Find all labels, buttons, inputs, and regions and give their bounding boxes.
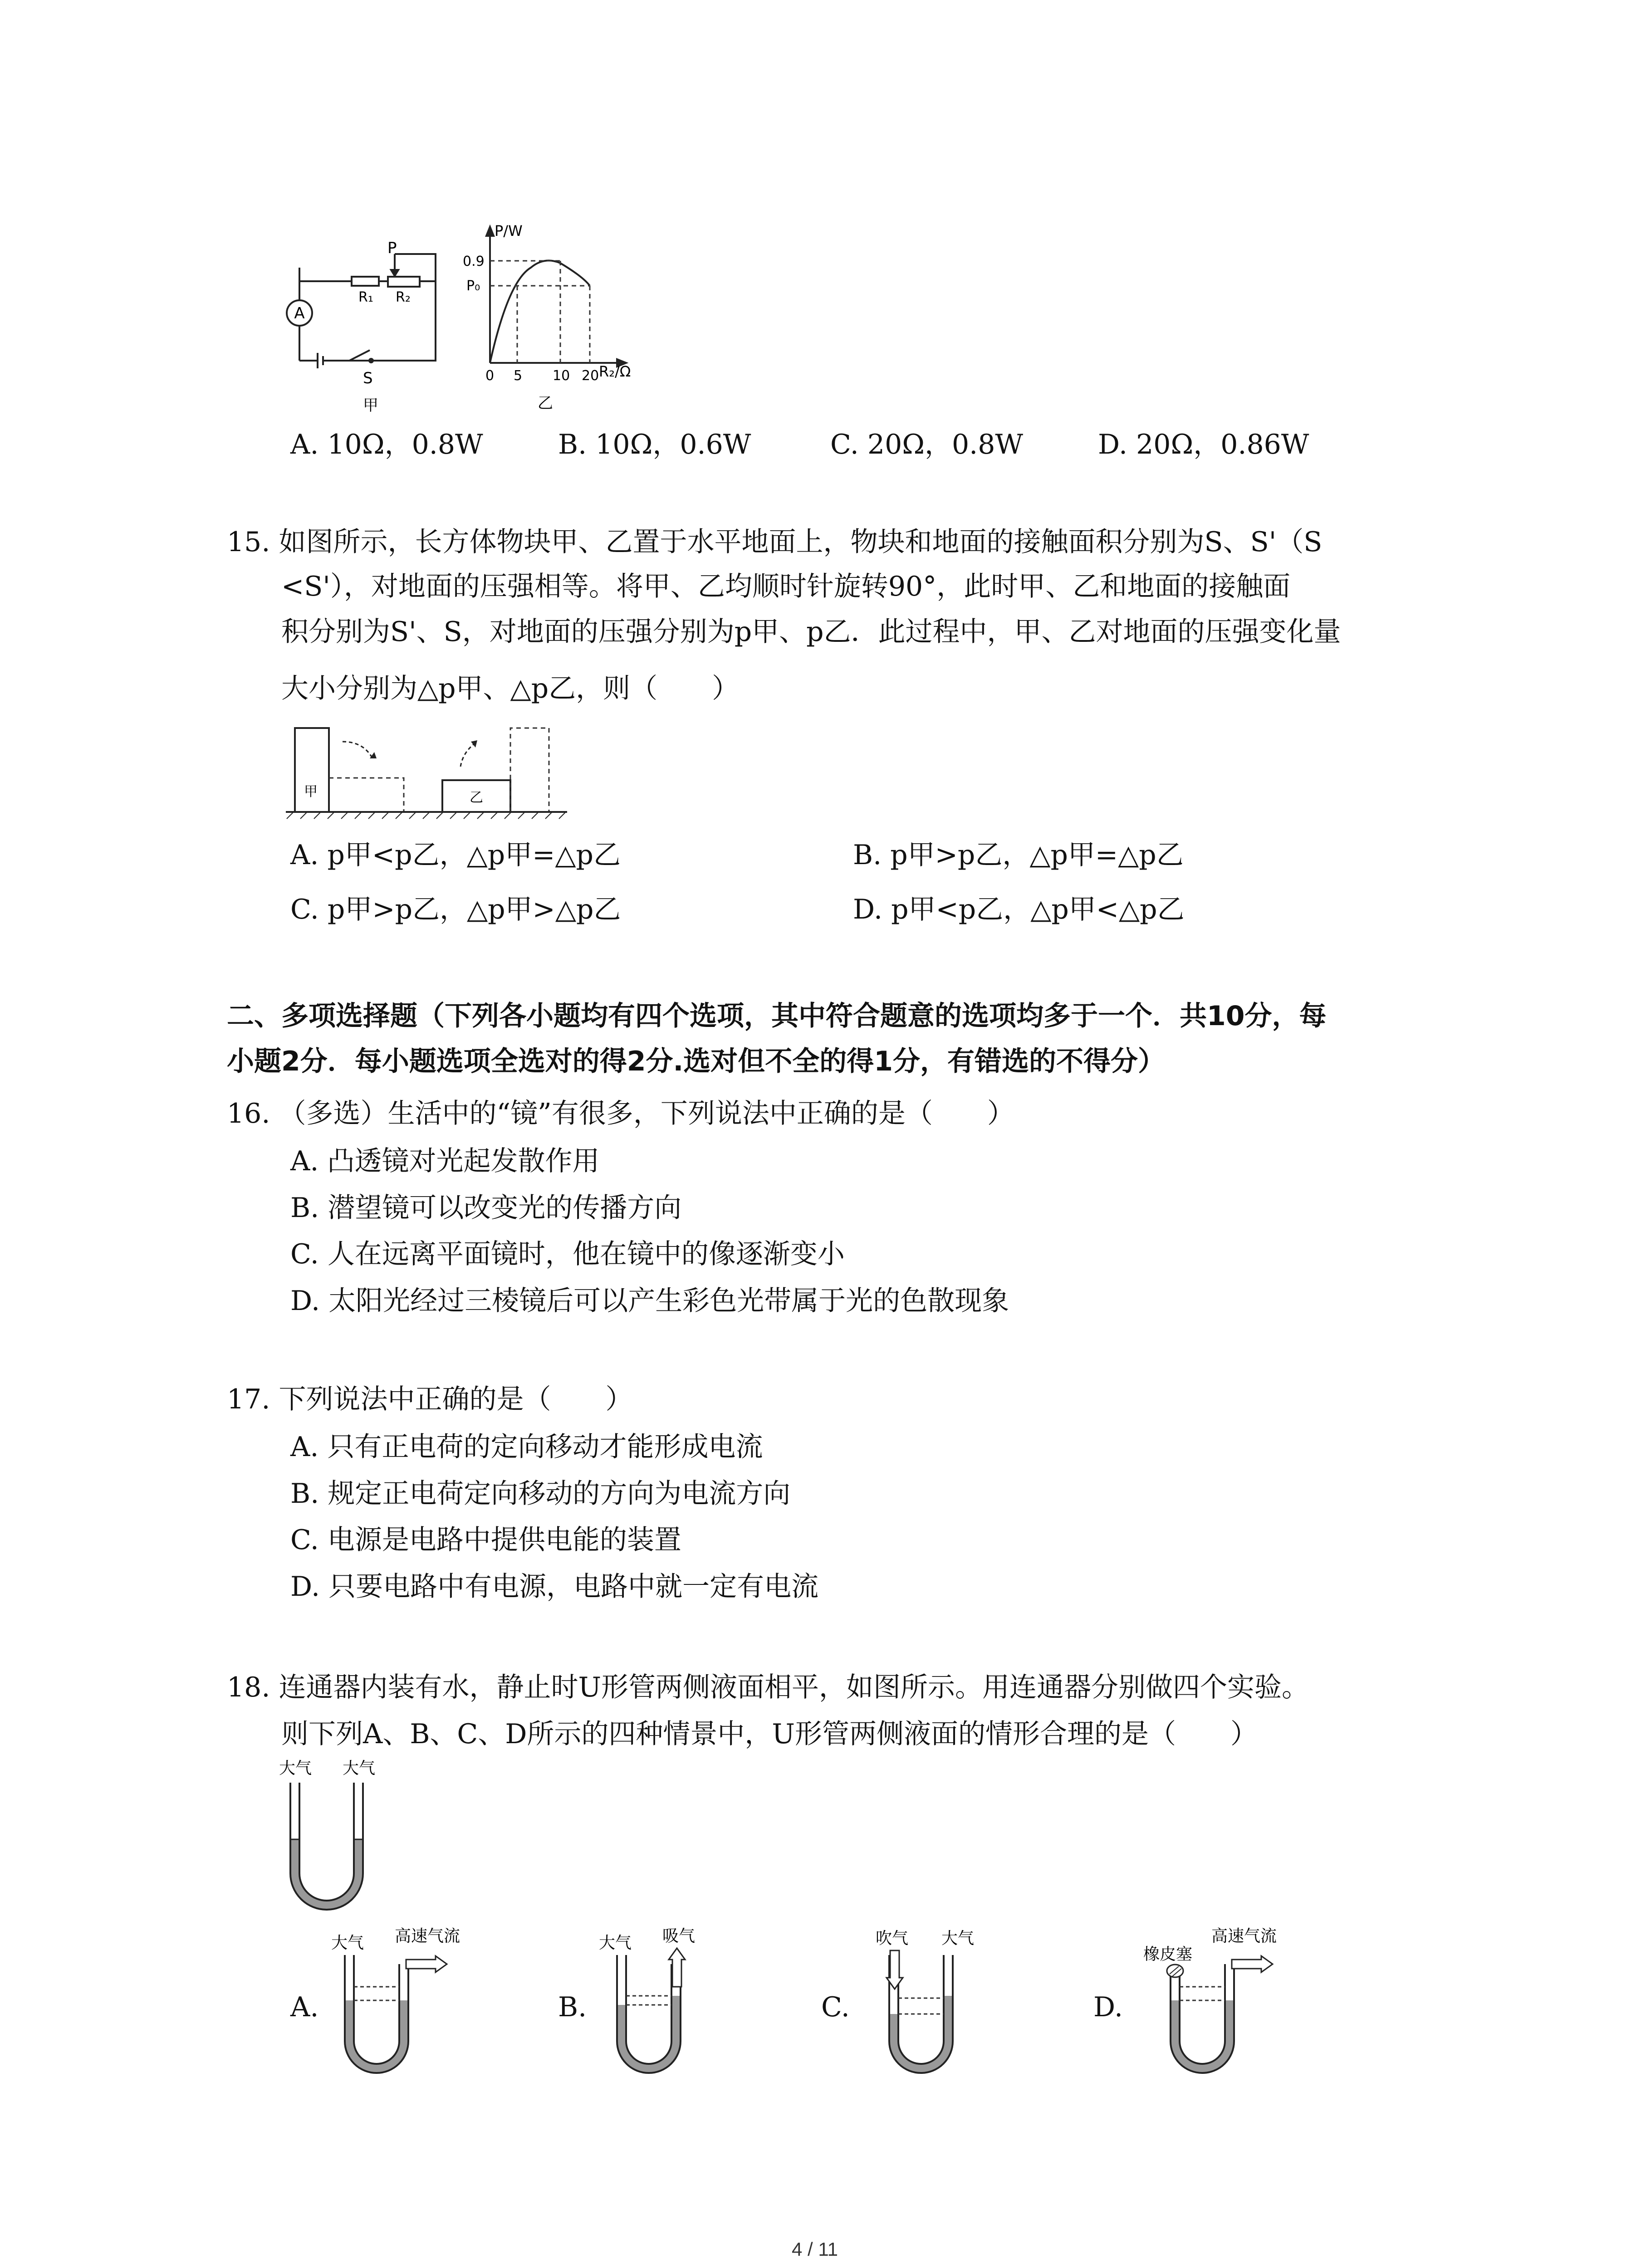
q15-stem-line-4: 大小分别为△p甲、△p乙，则（ ） — [281, 673, 740, 704]
q14-option-b: B. 10Ω，0.6W — [558, 429, 751, 460]
top-right-label: 大气 — [343, 1759, 376, 1778]
x-tick-10: 10 — [553, 368, 570, 384]
fig-jia-caption: 甲 — [363, 396, 378, 415]
q15-blocks-figure — [281, 717, 576, 826]
slider-p-label: P — [387, 239, 397, 257]
q17-option-d: D. 只要电路中有电源，电路中就一定有电流 — [290, 1571, 819, 1603]
x-tick-0: 0 — [485, 368, 495, 384]
q15-option-a: A. p甲<p乙，△p甲=△p乙 — [290, 839, 621, 871]
x-axis-label: R₂/Ω — [599, 363, 631, 380]
q18-fig-a — [327, 1923, 517, 2105]
q15-stem-line-2: <S'），对地面的压强相等。将甲、乙均顺时针旋转90°，此时甲、乙和地面的接触面 — [281, 571, 1291, 602]
y-tick-p0: P₀ — [466, 278, 480, 294]
q15-option-d: D. p甲<p乙，△p甲<△p乙 — [853, 894, 1185, 925]
q16-stem: 16. （多选）生活中的“镜”有很多，下列说法中正确的是（ ） — [227, 1098, 1014, 1129]
fig-b-right-label: 吸气 — [662, 1927, 696, 1945]
q18-fig-c — [862, 1923, 1007, 2105]
q16-option-d: D. 太阳光经过三棱镜后可以产生彩色光带属于光的色散现象 — [290, 1285, 1009, 1317]
x-tick-20: 20 — [582, 368, 599, 384]
q17-option-c: C. 电源是电路中提供电能的装置 — [290, 1524, 681, 1556]
q18-fig-b — [599, 1923, 744, 2105]
q18-option-b-letter: B. — [558, 1991, 587, 2023]
switch-label: S — [363, 369, 373, 387]
fig-d-left-label: 橡皮塞 — [1143, 1945, 1193, 1964]
q18-reference-u-tube — [272, 1755, 417, 1928]
q14-power-graph — [458, 218, 676, 417]
q18-option-a-letter: A. — [290, 1991, 319, 2023]
x-tick-5: 5 — [514, 368, 523, 384]
y-axis-label: P/W — [495, 222, 523, 240]
label-jia: 甲 — [304, 784, 318, 800]
q18-option-d-letter: D. — [1093, 1991, 1123, 2023]
q17-option-b: B. 规定正电荷定向移动的方向为电流方向 — [290, 1478, 791, 1510]
q17-stem: 17. 下列说法中正确的是（ ） — [227, 1383, 633, 1415]
q14-circuit-figure — [272, 227, 454, 422]
top-left-label: 大气 — [279, 1759, 312, 1778]
fig-a-left-label: 大气 — [331, 1934, 364, 1952]
y-tick-09: 0.9 — [463, 254, 485, 269]
q14-option-d: D. 20Ω，0.86W — [1098, 429, 1309, 460]
q15-option-b: B. p甲>p乙，△p甲=△p乙 — [853, 839, 1184, 871]
r2-label: R₂ — [396, 289, 411, 305]
fig-a-right-label: 高速气流 — [395, 1927, 460, 1945]
fig-c-right-label: 大气 — [941, 1929, 975, 1948]
q18-option-c-letter: C. — [821, 1991, 850, 2023]
section2-heading-line-2: 小题2分．每小题选项全选对的得2分.选对但不全的得1分，有错选的不得分） — [227, 1046, 1166, 1077]
q14-option-a: A. 10Ω，0.8W — [290, 429, 483, 460]
q15-stem-line-1: 15. 如图所示，长方体物块甲、乙置于水平地面上，物块和地面的接触面积分别为S、S'（S — [227, 526, 1323, 558]
fig-c-left-label: 吹气 — [876, 1929, 909, 1948]
q15-option-c: C. p甲>p乙，△p甲>△p乙 — [290, 894, 621, 925]
q16-option-c: C. 人在远离平面镜时，他在镜中的像逐渐变小 — [290, 1238, 845, 1270]
fig-b-left-label: 大气 — [599, 1934, 632, 1952]
q18-stem-line-2: 则下列A、B、C、D所示的四种情景中，U形管两侧液面的情形合理的是（ ） — [281, 1718, 1258, 1750]
fig-yi-caption: 乙 — [538, 394, 553, 412]
label-yi: 乙 — [470, 790, 483, 806]
q15-stem-line-3: 积分别为S'、S，对地面的压强分别为p甲、p乙．此过程中，甲、乙对地面的压强变化量 — [281, 616, 1341, 648]
fig-d-right-label: 高速气流 — [1211, 1927, 1277, 1945]
q16-option-a: A. 凸透镜对光起发散作用 — [290, 1145, 600, 1177]
section2-heading-line-1: 二、多项选择题（下列各小题均有四个选项，其中符合题意的选项均多于一个．共10分，每 — [227, 1000, 1327, 1032]
q18-fig-d — [1134, 1923, 1325, 2105]
q16-option-b: B. 潜望镜可以改变光的传播方向 — [290, 1192, 682, 1224]
q14-option-c: C. 20Ω，0.8W — [830, 429, 1024, 460]
r1-label: R₁ — [358, 289, 373, 305]
q18-stem-line-1: 18. 连通器内装有水，静止时U形管两侧液面相平，如图所示。用连通器分别做四个实验。 — [227, 1672, 1309, 1703]
ammeter-label: A — [294, 304, 305, 323]
page-number: 4 / 11 — [792, 2239, 838, 2260]
q17-option-a: A. 只有正电荷的定向移动才能形成电流 — [290, 1431, 763, 1463]
